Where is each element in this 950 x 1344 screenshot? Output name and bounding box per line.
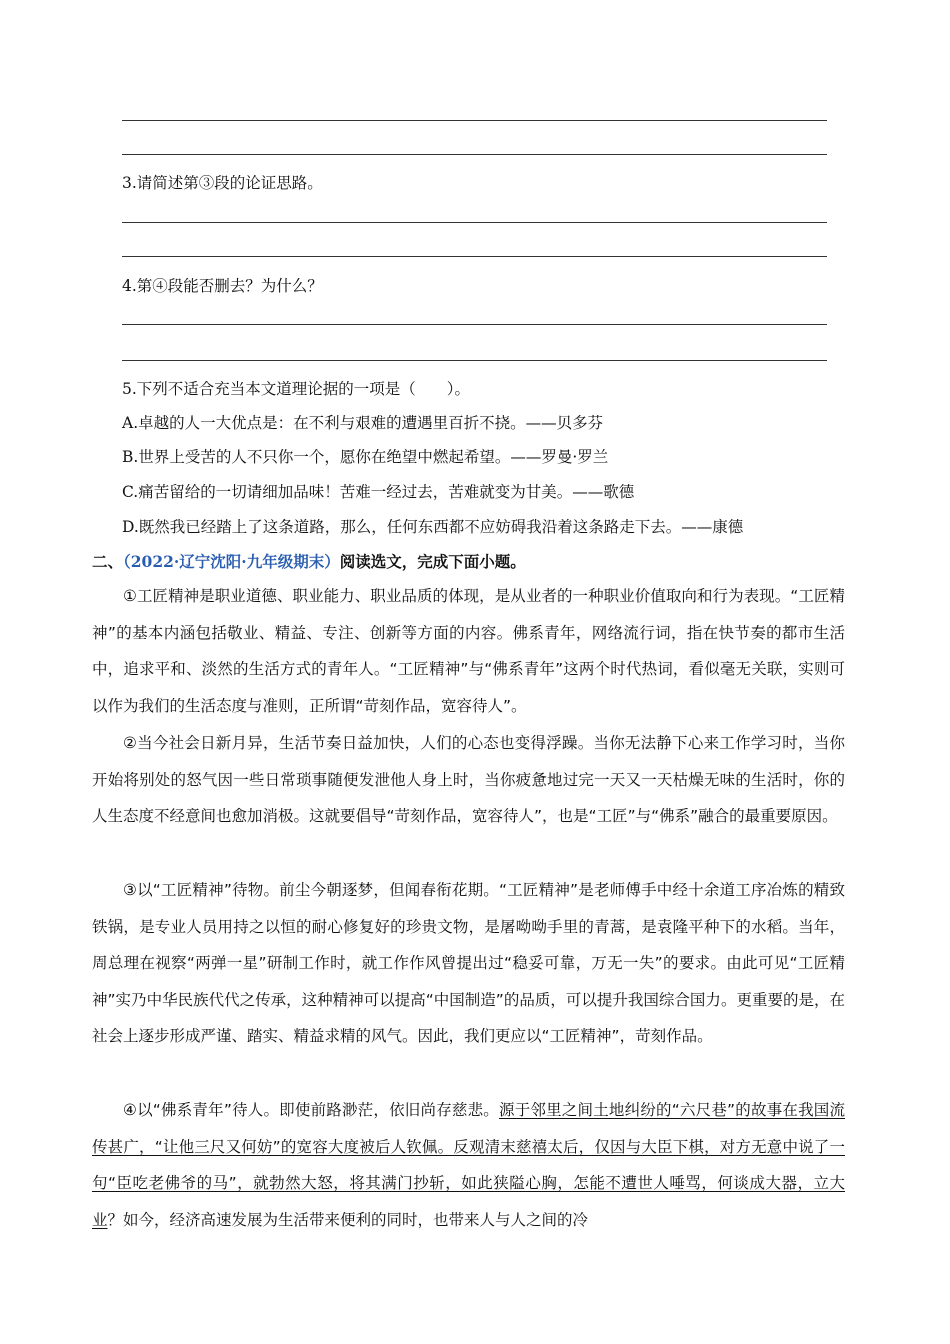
section-heading (92, 551, 526, 573)
option-c: C.痛苦留给的一切请细加品味！苦难一经过去，苦难就变为甘美。——歌德 (122, 483, 635, 501)
question-4: 4.第④段能否删去？为什么？ (122, 277, 323, 295)
passage-paragraph-4 (92, 1092, 845, 1238)
passage-paragraph-3: ③以“工匠精神”待物。前尘今朝逐梦，但闻春衔花期。“工匠精神”是老师傅手中经十余道工序冶炼的精致铁锅，是专业人员用持之以恒的耐心修复好的珍贵文物，是屠呦呦手里的青蒿，是袁隆平种下的水稻。当年，周总理在视察“两弹一星”研制工作时，就工作作风曾提出过“稳妥可靠，万无一失”的要求。由此可见“工匠精神”实乃中华民族代代之传承，这种精神可以提高“中国制造”的品质，可以提升我国综合国力。更重要的是，在社会上逐步形成严谨、踏实、精益求精的风气。因此，我们更应以“工匠精神”，苛刻作品。 (92, 881, 845, 1045)
passage-paragraph-1: ①工匠精神是职业道德、职业能力、职业品质的体现，是从业者的一种职业价值取向和行为表现。“工匠精神”的基本内涵包括敬业、精益、专注、创新等方面的内容。佛系青年，网络流行词，指在快节奏的都市生活中，追求平和、淡然的生活方式的青年人。“工匠精神”与“佛系青年”这两个时代热词，看似毫无关联，实则可以作为我们的生活态度与准则，正所谓“苛刻作品，宽容待人”。 (92, 587, 845, 715)
section-number: 二、 (92, 552, 124, 571)
answer-line[interactable] (122, 222, 827, 223)
answer-line[interactable] (122, 120, 827, 121)
answer-line[interactable] (122, 360, 827, 361)
option-d: D.既然我已经踏上了这条道路，那么，任何东西都不应妨碍我沿着这条路走下去。——康德 (122, 518, 744, 536)
underlined-passage: 源于邻里之间土地纠纷的“六尺巷”的故事在我国流传甚广，“让他三尺又何妨”的宽容大度被后人钦佩。反观清末慈禧太后，仅因与大臣下棋，对方无意中说了一句“臣吃老佛爷的马”，就勃然大怒，将其满门抄斩，如此狭隘心胸，怎能不遭世人唾骂，何谈成大器，立大业 (92, 1101, 845, 1229)
passage-paragraph-2: ②当今社会日新月异，生活节奏日益加快，人们的心态也变得浮躁。当你无法静下心来工作学习时，当你开始将别处的怒气因一些日常琐事随便发泄他人身上时，当你疲惫地过完一天又一天枯燥无味的生活时，你的人生态度不经意间也愈加消极。这就要倡导“苛刻作品，宽容待人”，也是“工匠”与“佛系”融合的最重要原因。 (92, 734, 845, 825)
source-tag: （2022·辽宁沈阳·九年级期末） (123, 552, 340, 571)
answer-line[interactable] (122, 324, 827, 325)
option-b: B.世界上受苦的人不只你一个，愿你在绝望中燃起希望。——罗曼·罗兰 (122, 448, 609, 466)
paragraph-4-start: ④以“佛系青年”待人。即使前路渺茫，依旧尚存慈悲。 (123, 1101, 499, 1119)
question-5: 5.下列不适合充当本文道理论据的一项是（ ）。 (122, 380, 471, 398)
answer-line[interactable] (122, 154, 827, 155)
option-a: A.卓越的人一大优点是：在不利与艰难的遭遇里百折不挠。——贝多芬 (122, 414, 604, 432)
paragraph-4-end: ？如今，经济高速发展为生活带来便利的同时，也带来人与人之间的冷 (107, 1210, 589, 1229)
section-instruction: 阅读选文，完成下面小题。 (339, 552, 526, 571)
answer-line[interactable] (122, 256, 827, 257)
question-3: 3.请简述第③段的论证思路。 (122, 174, 323, 192)
